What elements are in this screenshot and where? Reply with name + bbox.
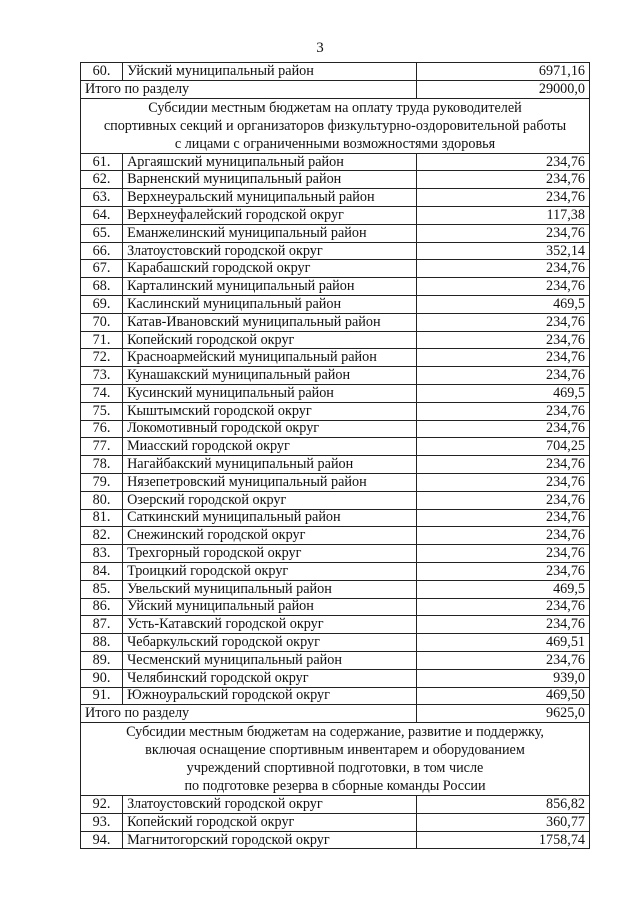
subsidy-amount: 234,76: [417, 473, 590, 491]
section-total-row: [81, 80, 590, 98]
row-number: 62.: [81, 171, 123, 189]
subsidy-amount: 234,76: [417, 562, 590, 580]
row-number: 86.: [81, 598, 123, 616]
table-row: [81, 456, 590, 474]
subsidy-amount: 469,50: [417, 687, 590, 705]
municipality-name: Варненский муниципальный район: [123, 171, 417, 189]
table-row: [81, 509, 590, 527]
row-number: 63.: [81, 189, 123, 207]
subsidy-amount: 1758,74: [417, 831, 590, 849]
row-number: 90.: [81, 669, 123, 687]
row-number: 68.: [81, 278, 123, 296]
table-row: [81, 527, 590, 545]
municipality-name: Златоустовский городской округ: [123, 242, 417, 260]
table-row: [81, 420, 590, 438]
municipality-name: Трехгорный городской округ: [123, 545, 417, 563]
municipality-name: Копейский городской округ: [123, 331, 417, 349]
row-number: 61.: [81, 153, 123, 171]
section-heading-line: учреждений спортивной подготовки, в том числе: [186, 760, 484, 777]
table-row: [81, 473, 590, 491]
table-row: [81, 687, 590, 705]
municipality-name: Саткинский муниципальный район: [123, 509, 417, 527]
row-number: 67.: [81, 260, 123, 278]
page-number: 3: [316, 40, 324, 56]
subsidy-amount: 234,76: [417, 616, 590, 634]
row-number: 94.: [81, 831, 123, 849]
subsidy-amount: 234,76: [417, 331, 590, 349]
table-row: [81, 206, 590, 224]
subsidy-amount: 234,76: [417, 598, 590, 616]
section-total-label: Итого по разделу: [81, 80, 417, 98]
subsidy-amount: 469,5: [417, 384, 590, 402]
table-row: [81, 580, 590, 598]
subsidy-amount: 704,25: [417, 438, 590, 456]
table-row: [81, 153, 590, 171]
municipality-name: Карталинский муниципальный район: [123, 278, 417, 296]
table-row: [81, 669, 590, 687]
section-heading-line: с лицами с ограниченными возможностями здоровья: [174, 135, 496, 152]
subsidy-amount: 234,76: [417, 545, 590, 563]
section-heading-line: спортивных секций и организаторов физкультурно-оздоровительной работы: [103, 117, 567, 134]
municipality-name: Златоустовский городской округ: [123, 796, 417, 814]
municipality-name: Красноармейский муниципальный район: [123, 349, 417, 367]
municipality-name: Нагайбакский муниципальный район: [123, 456, 417, 474]
table-row: [81, 438, 590, 456]
table-row: [81, 491, 590, 509]
row-number: 89.: [81, 651, 123, 669]
municipality-name: Кунашакский муниципальный район: [123, 367, 417, 385]
subsidy-amount: 360,77: [417, 813, 590, 831]
subsidy-amount: 234,76: [417, 278, 590, 296]
municipality-name: Локомотивный городской округ: [123, 420, 417, 438]
subsidy-amount: 352,14: [417, 242, 590, 260]
table-row: [81, 63, 590, 81]
municipality-name: Кыштымский городской округ: [123, 402, 417, 420]
table-row: [81, 295, 590, 313]
section-total-label: Итого по разделу: [81, 705, 417, 723]
subsidy-amount: 234,76: [417, 527, 590, 545]
section-heading-row: [81, 723, 590, 796]
row-number: 72.: [81, 349, 123, 367]
municipality-name: Карабашский городской округ: [123, 260, 417, 278]
subsidy-amount: 234,76: [417, 153, 590, 171]
row-number: 84.: [81, 562, 123, 580]
row-number: 93.: [81, 813, 123, 831]
table-row: [81, 260, 590, 278]
section-heading-line: Субсидии местным бюджетам на оплату труда руководителей: [148, 99, 522, 116]
municipality-name: Аргаяшский муниципальный район: [123, 153, 417, 171]
section-total-row: [81, 705, 590, 723]
municipality-name: Уйский муниципальный район: [123, 63, 417, 81]
section-heading-row: [81, 98, 590, 153]
municipality-name: Чебаркульский городской округ: [123, 634, 417, 652]
row-number: 69.: [81, 295, 123, 313]
subsidy-amount: 234,76: [417, 349, 590, 367]
table-row: [81, 331, 590, 349]
municipality-name: Магнитогорский городской округ: [123, 831, 417, 849]
subsidy-amount: 939,0: [417, 669, 590, 687]
municipality-name: Чесменский муниципальный район: [123, 651, 417, 669]
municipality-name: Уйский муниципальный район: [123, 598, 417, 616]
table-row: [81, 384, 590, 402]
row-number: 70.: [81, 313, 123, 331]
section-heading: [81, 723, 590, 796]
section-heading-line: по подготовке резерва в сборные команды России: [184, 778, 486, 795]
subsidy-amount: 6971,16: [417, 63, 590, 81]
municipality-name: Еманжелинский муниципальный район: [123, 224, 417, 242]
municipality-name: Катав-Ивановский муниципальный район: [123, 313, 417, 331]
subsidy-amount: 234,76: [417, 171, 590, 189]
row-number: 88.: [81, 634, 123, 652]
subsidy-amount: 856,82: [417, 796, 590, 814]
municipality-name: Кусинский муниципальный район: [123, 384, 417, 402]
subsidy-amount: 234,76: [417, 367, 590, 385]
row-number: 83.: [81, 545, 123, 563]
section-heading-line: включая оснащение спортивным инвентарем и оборудованием: [145, 742, 525, 759]
table-row: [81, 796, 590, 814]
row-number: 65.: [81, 224, 123, 242]
table-row: [81, 598, 590, 616]
subsidy-amount: 117,38: [417, 206, 590, 224]
table-row: [81, 831, 590, 849]
row-number: 76.: [81, 420, 123, 438]
row-number: 75.: [81, 402, 123, 420]
row-number: 78.: [81, 456, 123, 474]
municipality-name: Усть-Катавский городской округ: [123, 616, 417, 634]
subsidy-amount: 234,76: [417, 491, 590, 509]
table-row: [81, 813, 590, 831]
municipality-name: Верхнеуфалейский городской округ: [123, 206, 417, 224]
subsidy-table: [80, 62, 590, 849]
table-row: [81, 278, 590, 296]
subsidy-table-body: [81, 63, 590, 849]
subsidy-amount: 234,76: [417, 651, 590, 669]
municipality-name: Троицкий городской округ: [123, 562, 417, 580]
row-number: 87.: [81, 616, 123, 634]
row-number: 92.: [81, 796, 123, 814]
table-row: [81, 242, 590, 260]
subsidy-amount: 234,76: [417, 456, 590, 474]
municipality-name: Увельский муниципальный район: [123, 580, 417, 598]
municipality-name: Верхнеуральский муниципальный район: [123, 189, 417, 207]
row-number: 91.: [81, 687, 123, 705]
row-number: 79.: [81, 473, 123, 491]
table-row: [81, 616, 590, 634]
row-number: 71.: [81, 331, 123, 349]
subsidy-amount: 234,76: [417, 260, 590, 278]
row-number: 80.: [81, 491, 123, 509]
table-row: [81, 349, 590, 367]
table-row: [81, 189, 590, 207]
section-total-amount: 9625,0: [417, 705, 590, 723]
row-number: 64.: [81, 206, 123, 224]
table-row: [81, 634, 590, 652]
subsidy-amount: 234,76: [417, 402, 590, 420]
subsidy-amount: 469,5: [417, 295, 590, 313]
section-heading-line: Субсидии местным бюджетам на содержание, развитие и поддержку,: [126, 724, 544, 741]
row-number: 60.: [81, 63, 123, 81]
table-row: [81, 562, 590, 580]
municipality-name: Нязепетровский муниципальный район: [123, 473, 417, 491]
subsidy-amount: 469,5: [417, 580, 590, 598]
municipality-name: Каслинский муниципальный район: [123, 295, 417, 313]
table-row: [81, 402, 590, 420]
subsidy-amount: 234,76: [417, 509, 590, 527]
table-row: [81, 224, 590, 242]
row-number: 74.: [81, 384, 123, 402]
municipality-name: Южноуральский городской округ: [123, 687, 417, 705]
municipality-name: Копейский городской округ: [123, 813, 417, 831]
section-heading: [81, 98, 590, 153]
municipality-name: Челябинский городской округ: [123, 669, 417, 687]
section-total-amount: 29000,0: [417, 80, 590, 98]
row-number: 82.: [81, 527, 123, 545]
subsidy-amount: 469,51: [417, 634, 590, 652]
table-row: [81, 313, 590, 331]
row-number: 77.: [81, 438, 123, 456]
subsidy-amount: 234,76: [417, 189, 590, 207]
subsidy-amount: 234,76: [417, 420, 590, 438]
table-row: [81, 545, 590, 563]
table-row: [81, 367, 590, 385]
row-number: 81.: [81, 509, 123, 527]
subsidy-amount: 234,76: [417, 313, 590, 331]
table-row: [81, 651, 590, 669]
subsidy-amount: 234,76: [417, 224, 590, 242]
table-row: [81, 171, 590, 189]
row-number: 73.: [81, 367, 123, 385]
municipality-name: Миасский городской округ: [123, 438, 417, 456]
municipality-name: Снежинский городской округ: [123, 527, 417, 545]
row-number: 85.: [81, 580, 123, 598]
municipality-name: Озерский городской округ: [123, 491, 417, 509]
row-number: 66.: [81, 242, 123, 260]
